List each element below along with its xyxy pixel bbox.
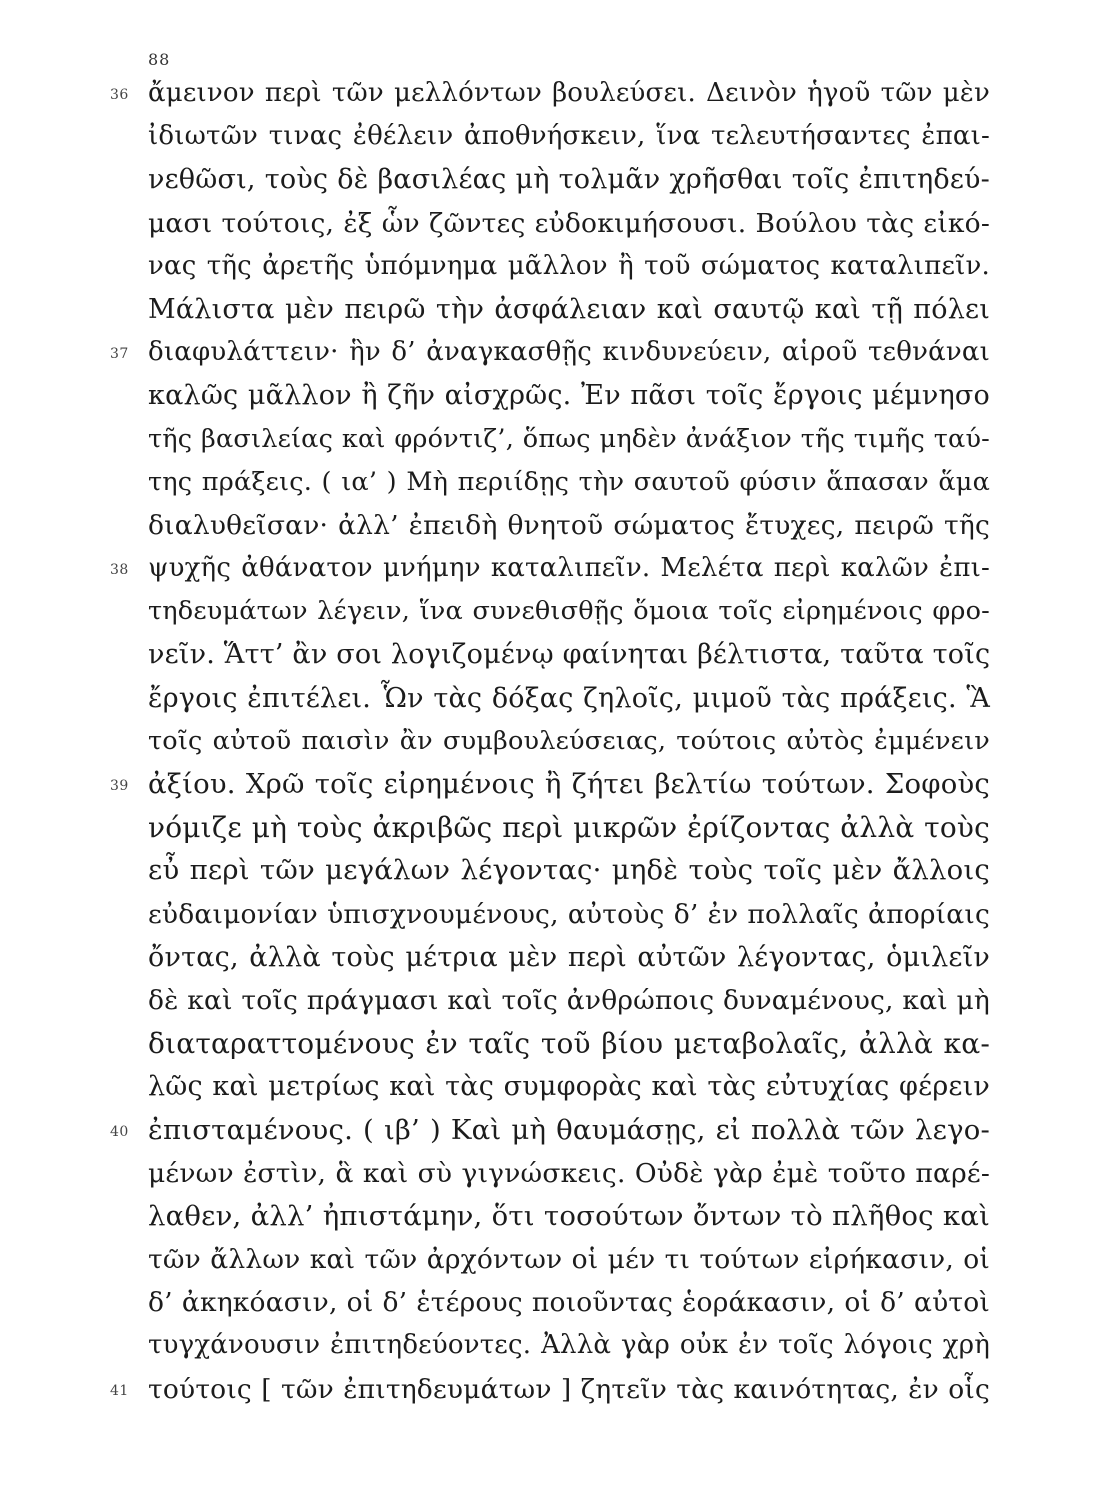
line-text: εὐδαιμονίαν ὑπισχνουμένους, αὐτοὺς δ’ ἐν πολλαῖς ἀπορίαις (148, 898, 990, 930)
text-line (148, 461, 990, 504)
line-text: ὄντας, ἀλλὰ τοὺς μέτρια μὲν περὶ αὐτῶν λέγοντας, ὁμιλεῖν (148, 941, 990, 973)
text-line (148, 936, 990, 979)
text-line (148, 1324, 990, 1367)
text-line (148, 1152, 990, 1195)
line-text: μασι τούτοις, ἐξ ὧν ζῶντες εὐδοκιμήσουσι. Βούλου τὰς εἰκό- (148, 207, 990, 239)
text-line (148, 202, 990, 245)
line-text: νεῖν. Ἅττ’ ἂν σοι λογιζομένῳ φαίνηται βέλτιστα, ταῦτα τοῖς (148, 639, 991, 671)
line-text: διαφυλάττειν· ἣν δ’ ἀναγκασθῇς κινδυνεύειν, αἱροῦ τεθνάναι (148, 337, 990, 368)
text-line (148, 1195, 990, 1238)
section-marker: 41 (110, 1382, 129, 1399)
text-line (148, 418, 990, 461)
line-text: μένων ἐστὶν, ἃ καὶ σὺ γιγνώσκεις. Οὐδὲ γὰρ ἐμὲ τοῦτο παρέ- (148, 1157, 990, 1189)
line-text: νας τῆς ἀρετῆς ὑπόμνημα μᾶλλον ἢ τοῦ σώματος καταλιπεῖν. (148, 250, 990, 281)
line-text: ἄμεινον περὶ τῶν μελλόντων βουλεύσει. Δεινὸν ἡγοῦ τῶν μὲν (148, 78, 990, 108)
line-text: ἰδιωτῶν τινας ἐθέλειν ἀποθνήσκειν, ἵνα τελευτήσαντες ἐπαι- (148, 121, 990, 152)
line-text: τῶν ἄλλων καὶ τῶν ἀρχόντων οἱ μέν τι τούτων εἰρήκασιν, οἱ (148, 1244, 990, 1276)
line-text: διαταραττομένους ἐν ταῖς τοῦ βίου μεταβολαῖς, ἀλλὰ κα- (148, 1027, 990, 1061)
section-marker: 40 (110, 1123, 129, 1140)
text-line (148, 115, 990, 158)
page-number: 88 (148, 50, 171, 69)
line-text: ψυχῆς ἀθάνατον μνήμην καταλιπεῖν. Μελέτα περὶ καλῶν ἐπι- (148, 553, 990, 584)
line-text: λαθεν, ἀλλ’ ἠπιστάμην, ὅτι τοσούτων ὄντων τὸ πλῆθος καὶ (148, 1199, 990, 1232)
section-marker: 39 (110, 778, 129, 794)
line-text: τῆς βασιλείας καὶ φρόντιζ’, ὅπως μηδὲν ἀνάξιον τῆς τιμῆς ταύ- (148, 423, 990, 454)
section-marker: 36 (110, 87, 129, 103)
text-line (148, 1281, 990, 1324)
text-line (148, 1238, 990, 1281)
text-line (148, 849, 990, 892)
greek-text-body (110, 72, 991, 1411)
line-text: λῶς καὶ μετρίως καὶ τὰς συμφορὰς καὶ τὰς εὐτυχίας φέρειν (148, 1071, 990, 1103)
text-line (148, 1065, 990, 1108)
text-line (148, 374, 990, 417)
line-text: ἐπισταμένους. ( ιβ’ ) Καὶ μὴ θαυμάσῃς, εἰ πολλὰ τῶν λεγο- (148, 1113, 990, 1146)
text-line (110, 331, 990, 374)
line-text: ἀξίου. Χρῶ τοῖς εἰρημένοις ἢ ζήτει βελτίω τούτων. Σοφοὺς (148, 768, 990, 800)
text-line (148, 504, 990, 547)
line-text: δὲ καὶ τοῖς πράγμασι καὶ τοῖς ἀνθρώποις δυναμένους, καὶ μὴ (148, 984, 990, 1016)
text-line (110, 1109, 990, 1152)
line-text: καλῶς μᾶλλον ἢ ζῆν αἰσχρῶς. Ἐν πᾶσι τοῖς ἔργοις μέμνησο (148, 380, 990, 412)
text-line (110, 72, 990, 115)
line-text: δ’ ἀκηκόασιν, οἱ δ’ ἑτέρους ποιοῦντας ἑοράκασιν, οἱ δ’ αὐτοὶ (148, 1287, 990, 1319)
line-text: τοῖς αὐτοῦ παισὶν ἂν συμβουλεύσειας, τούτοις αὐτὸς ἐμμένειν (148, 725, 990, 756)
text-line (148, 720, 990, 763)
section-marker: 38 (110, 562, 129, 579)
section-marker: 37 (110, 346, 129, 363)
line-text: τυγχάνουσιν ἐπιτηδεύοντες. Ἀλλὰ γὰρ οὐκ ἐν τοῖς λόγοις χρὴ (148, 1330, 990, 1361)
text-line (148, 677, 990, 720)
text-line (148, 806, 990, 849)
text-line (148, 633, 990, 676)
text-line (148, 158, 990, 201)
text-line (148, 590, 990, 633)
line-text: τηδευμάτων λέγειν, ἵνα συνεθισθῇς ὅμοια τοῖς εἰρημένοις φρο- (148, 596, 990, 627)
line-text: εὖ περὶ τῶν μεγάλων λέγοντας· μηδὲ τοὺς τοῖς μὲν ἄλλοις (148, 854, 990, 887)
text-line (148, 245, 990, 288)
line-text: νεθῶσι, τοὺς δὲ βασιλέας μὴ τολμᾶν χρῆσθαι τοῖς ἐπιτηδεύ- (148, 164, 990, 196)
text-line (110, 763, 990, 806)
text-line (148, 288, 990, 331)
line-text: διαλυθεῖσαν· ἀλλ’ ἐπειδὴ θνητοῦ σώματος ἔτυχες, πειρῶ τῆς (148, 509, 990, 541)
text-line (148, 979, 990, 1022)
text-line (110, 547, 990, 590)
text-line (148, 1022, 990, 1065)
text-line (110, 1368, 990, 1411)
text-line (148, 893, 990, 936)
line-text: νόμιζε μὴ τοὺς ἀκριβῶς περὶ μικρῶν ἐρίζοντας ἀλλὰ τοὺς (148, 811, 990, 845)
line-text: της πράξεις. ( ια’ ) Μὴ περιίδῃς τὴν σαυτοῦ φύσιν ἅπασαν ἅμα (148, 466, 990, 497)
line-text: Μάλιστα μὲν πειρῶ τὴν ἀσφάλειαν καὶ σαυτῷ καὶ τῇ πόλει (148, 293, 990, 325)
line-text: τούτοις [ τῶν ἐπιτηδευμάτων ] ζητεῖν τὰς καινότητας, ἐν οἷς (148, 1373, 990, 1405)
line-text: ἔργοις ἐπιτέλει. Ὧν τὰς δόξας ζηλοῖς, μιμοῦ τὰς πράξεις. Ἃ (148, 682, 990, 714)
